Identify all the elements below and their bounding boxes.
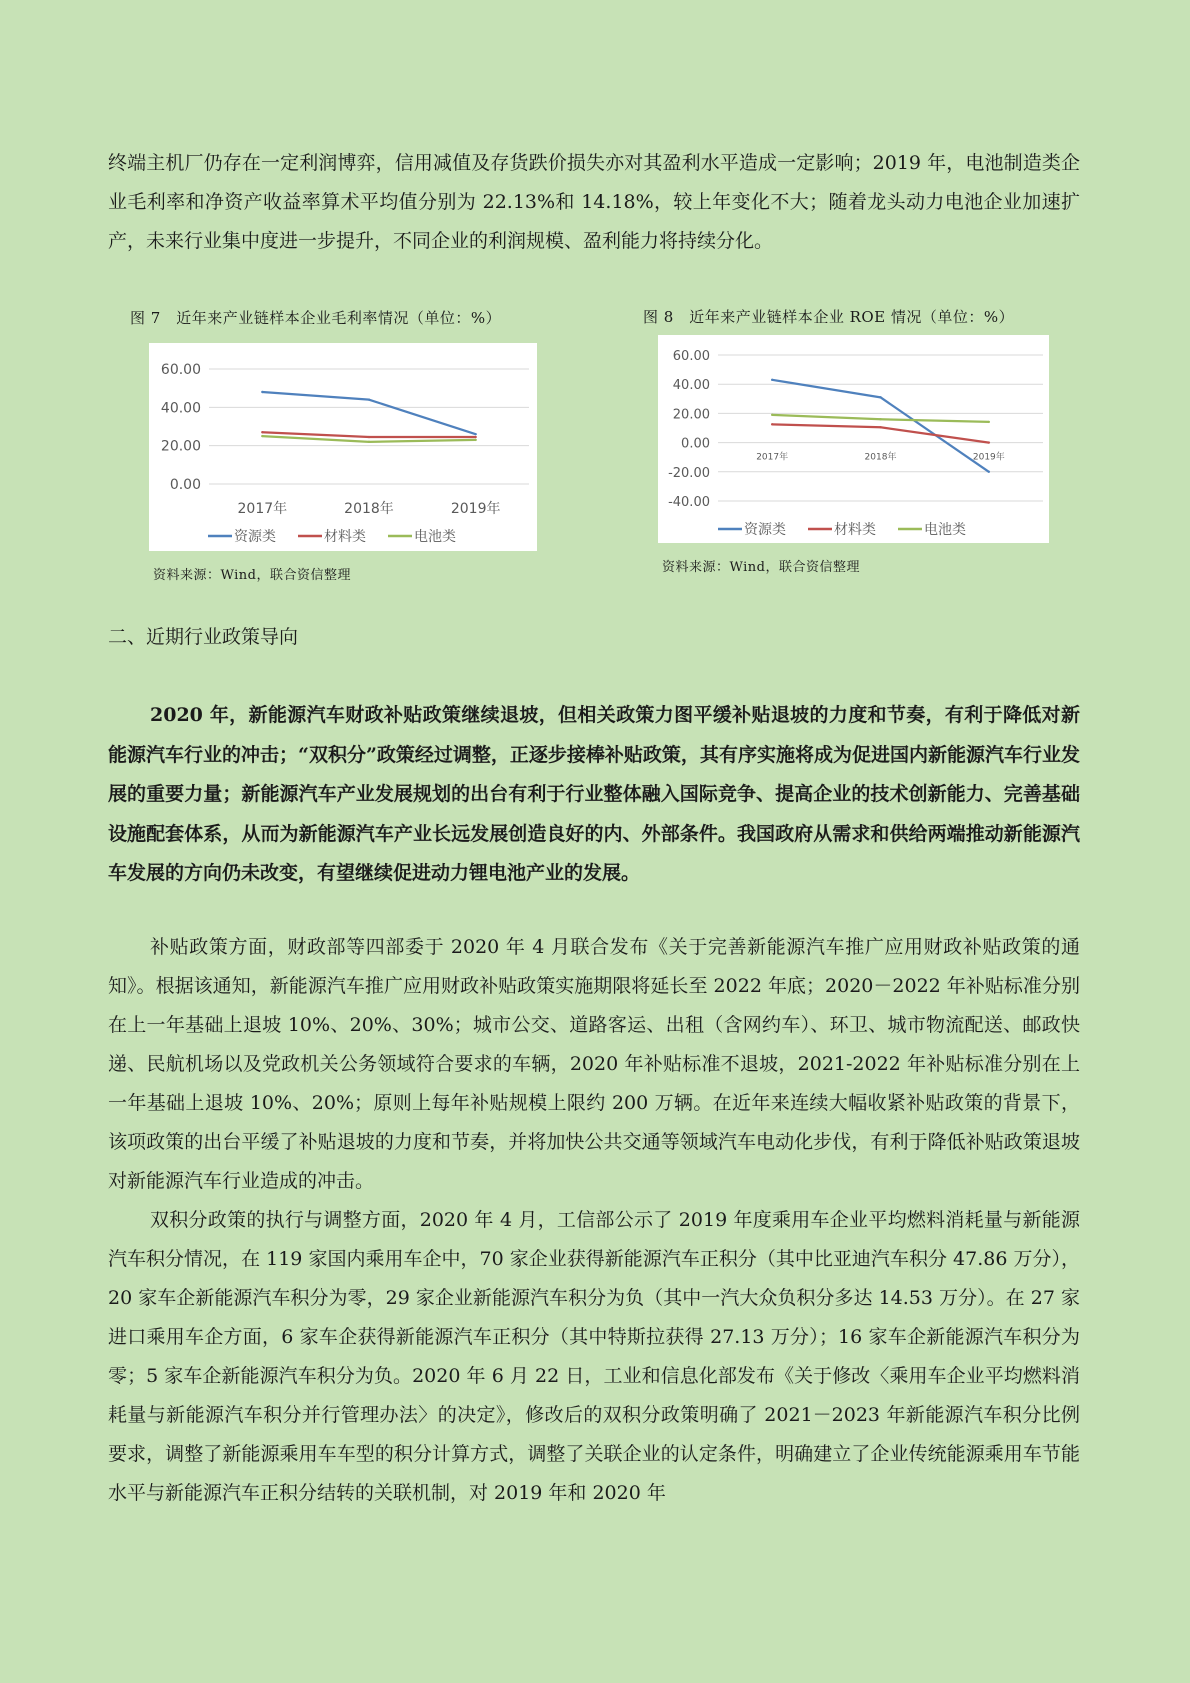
figure8-chart: [658, 335, 1049, 543]
gross-margin-line-chart: [149, 343, 537, 551]
y-tick-label: 40.00: [160, 400, 201, 417]
data-point: [368, 436, 370, 438]
y-tick-label: -40.00: [668, 495, 710, 510]
y-tick-label: -20.00: [668, 465, 710, 481]
data-point: [771, 414, 773, 416]
data-point: [261, 435, 263, 437]
legend-label: 电池类: [414, 529, 456, 545]
x-tick-label: 2017年: [756, 452, 789, 463]
legend-label: 电池类: [924, 522, 966, 538]
roe-line-chart: [658, 335, 1049, 543]
data-point: [261, 431, 263, 433]
legend-label: 资源类: [234, 529, 276, 545]
subsidy-policy-paragraph: 补贴政策方面，财政部等四部委于 2020 年 4 月联合发布《关于完善新能源汽车推广应用财政补贴政策的通知》。根据该通知，新能源汽车推广应用财政补贴政策实施期限将延长至 2022 年底；2020－2022 年补贴标准分别在上一年基础上退坡 10%、20%、30%；城市公交、道路客运、出租（含网约车）、环卫、城市物流配送、邮政快递、民航机场以及党政机关公务领域符合要求的车辆，2020 年补贴标准不退坡，2021-2022 年补贴标准分别在上一年基础上退坡 10%、20%；原则上每年补贴规模上限约 200 万辆。在近年来连续大幅收紧补贴政策的背景下，该项政策的出台平缓了补贴退坡的力度和节奏，并将加快公共交通等领域汽车电动化步伐，有利于降低补贴政策退坡对新能源汽车行业造成的冲击。: [108, 936, 1080, 1192]
data-point: [474, 439, 476, 441]
policy-summary-paragraph: 2020 年，新能源汽车财政补贴政策继续退坡，但相关政策力图平缓补贴退坡的力度和节奏，有利于降低对新能源汽车行业的冲击；“双积分”政策经过调整，正逐步接棒补贴政策，其有序实施将成为促进国内新能源汽车行业发展的重要力量；新能源汽车产业发展规划的出台有利于行业整体融入国际竞争、提高企业的技术创新能力、完善基础设施配套体系，从而为新能源汽车产业长远发展创造良好的内、外部条件。我国政府从需求和供给两端推动新能源汽车发展的方向仍未改变，有望继续促进动力锂电池产业的发展。: [108, 704, 1080, 884]
figure8-source: 资料来源：Wind，联合资信整理: [662, 560, 860, 575]
x-tick-label: 2018年: [344, 501, 394, 517]
series-line-0: [262, 392, 475, 434]
data-point: [261, 391, 263, 393]
data-point: [879, 396, 881, 398]
x-tick-label: 2019年: [972, 452, 1005, 463]
x-tick-label: 2017年: [237, 501, 288, 517]
figure7-source: 资料来源：Wind，联合资信整理: [153, 568, 351, 583]
data-point: [368, 441, 370, 443]
legend-label: 资源类: [744, 522, 786, 538]
y-tick-label: 20.00: [160, 438, 201, 455]
data-point: [771, 423, 773, 425]
y-tick-label: 60.00: [672, 349, 710, 364]
y-tick-label: 0.00: [681, 436, 710, 452]
data-point: [879, 418, 881, 420]
section-heading: 二、近期行业政策导向: [108, 626, 299, 648]
data-point: [474, 433, 476, 435]
data-point: [988, 471, 990, 473]
x-tick-label: 2019年: [450, 501, 501, 517]
y-tick-label: 40.00: [672, 378, 710, 394]
data-point: [988, 441, 990, 443]
y-tick-label: 60.00: [160, 362, 201, 378]
figure7-chart: [149, 343, 537, 551]
data-point: [771, 379, 773, 381]
data-point: [988, 421, 990, 423]
y-tick-label: 0.00: [169, 477, 201, 493]
figure7-caption: 图 7 近年来产业链样本企业毛利率情况（单位：%）: [130, 309, 502, 327]
data-point: [368, 398, 370, 400]
y-tick-label: 20.00: [672, 407, 710, 423]
data-point: [879, 426, 881, 428]
legend-label: 材料类: [324, 529, 366, 545]
intro-paragraph: 终端主机厂仍存在一定利润博弈，信用减值及存货跌价损失亦对其盈利水平造成一定影响；2019 年，电池制造类企业毛利率和净资产收益率算术平均值分别为 22.13%和 14.18%，较上年变化不大；随着龙头动力电池企业加速扩产，未来行业集中度进一步提升，不同企业的利润规模、盈利能力将持续分化。: [108, 152, 1080, 252]
dual-credit-paragraph: 双积分政策的执行与调整方面，2020 年 4 月，工信部公示了 2019 年度乘用车企业平均燃料消耗量与新能源汽车积分情况，在 119 家国内乘用车企中，70 家企业获得新能源汽车正积分（其中比亚迪汽车积分 47.86 万分），20 家车企新能源汽车积分为零，29 家企业新能源汽车积分为负（其中一汽大众负积分多达 14.53 万分）。在 27 家进口乘用车企方面，6 家车企获得新能源汽车正积分（其中特斯拉获得 27.13 万分）；16 家车企新能源汽车积分为零；5 家车企新能源汽车积分为负。2020 年 6 月 22 日，工业和信息化部发布《关于修改〈乘用车企业平均燃料消耗量与新能源汽车积分并行管理办法〉的决定》，修改后的双积分政策明确了 2021－2023 年新能源汽车积分比例要求，调整了新能源乘用车车型的积分计算方式，调整了关联企业的认定条件，明确建立了企业传统能源乘用车节能水平与新能源汽车正积分结转的关联机制，对 2019 年和 2020 年: [108, 1209, 1080, 1504]
data-point: [474, 436, 476, 438]
legend-label: 材料类: [834, 522, 876, 538]
x-tick-label: 2018年: [864, 452, 897, 463]
figure8-caption: 图 8 近年来产业链样本企业 ROE 情况（单位：%）: [643, 308, 1015, 326]
